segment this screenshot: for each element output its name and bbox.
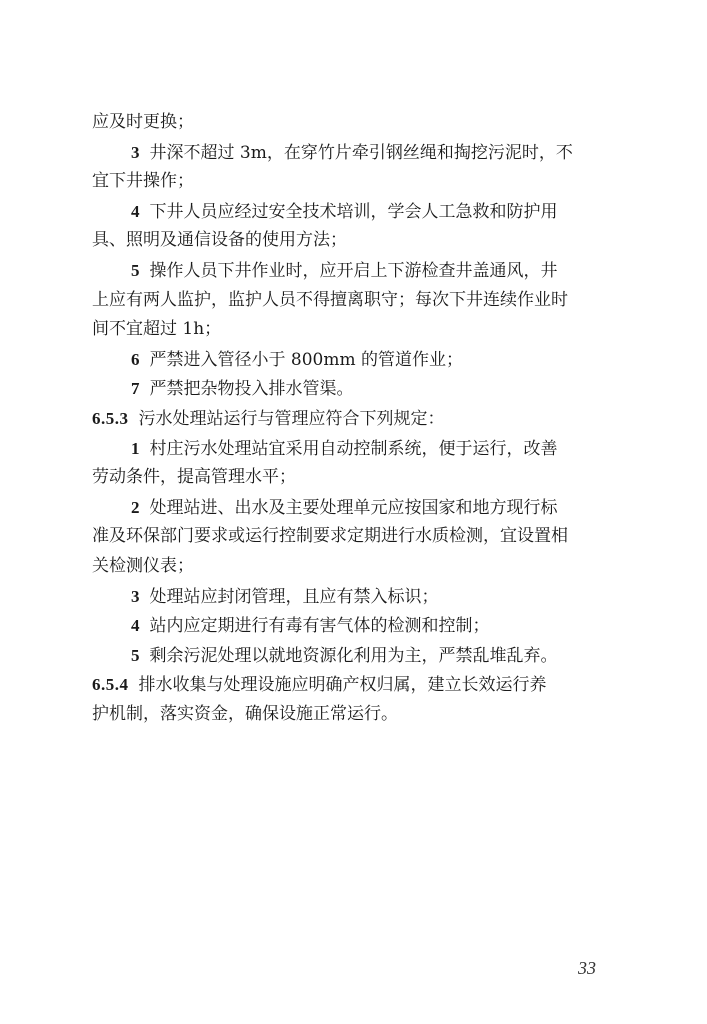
list-item <box>92 256 622 286</box>
line-text: 井深不超过 3m，在穿竹片牵引钢丝绳和掏挖污泥时，不 <box>149 142 573 163</box>
clause-number: 6.5.3 <box>92 408 129 428</box>
item-number: 4 <box>131 201 140 221</box>
list-item <box>92 374 622 404</box>
clause-heading <box>92 670 622 700</box>
line-text: 排水收集与处理设施应明确产权归属，建立长效运行养 <box>138 675 547 696</box>
line-text: 处理站进、出水及主要处理单元应按国家和地方现行标 <box>149 497 558 518</box>
line-text: 严禁把杂物投入排水管渠。 <box>149 379 354 400</box>
list-item <box>92 611 622 641</box>
item-number: 5 <box>131 645 140 665</box>
line-text: 护机制，落实资金，确保设施正常运行。 <box>92 703 398 724</box>
text-line <box>92 463 622 493</box>
line-text: 劳动条件，提高管理水平； <box>92 467 296 488</box>
page-body <box>92 108 622 729</box>
text-line <box>92 108 622 138</box>
list-item <box>92 582 622 612</box>
line-text: 应及时更换； <box>92 112 194 132</box>
line-text: 严禁进入管径小于 800mm 的管道作业； <box>149 349 463 370</box>
item-number: 1 <box>131 438 140 458</box>
clause-number: 6.5.4 <box>92 675 129 695</box>
line-text: 污水处理站运行与管理应符合下列规定： <box>138 408 445 429</box>
item-number: 3 <box>131 142 140 162</box>
line-text: 上应有两人监护，监护人员不得擅离职守；每次下井连续作业时 <box>92 289 568 310</box>
text-line <box>92 315 622 345</box>
text-line <box>92 286 622 316</box>
line-text: 站内应定期进行有毒有害气体的检测和控制； <box>149 616 490 637</box>
line-text: 下井人员应经过安全技术培训，学会人工急救和防护用 <box>149 201 558 222</box>
line-text: 操作人员下井作业时，应开启上下游检查井盖通风，井 <box>149 260 558 281</box>
item-number: 7 <box>131 379 140 399</box>
line-text: 准及环保部门要求或运行控制要求定期进行水质检测，宜设置相 <box>92 526 568 547</box>
item-number: 3 <box>131 586 140 606</box>
text-line <box>92 700 622 730</box>
list-item <box>92 345 622 375</box>
clause-heading <box>92 404 622 434</box>
list-item <box>92 138 622 168</box>
line-text: 村庄污水处理站宜采用自动控制系统，便于运行，改善 <box>149 438 558 459</box>
line-text: 间不宜超过 1h； <box>92 319 222 340</box>
text-line <box>92 552 622 582</box>
line-text: 宜下井操作； <box>92 171 194 192</box>
line-text: 具、照明及通信设备的使用方法； <box>92 230 347 251</box>
line-text: 关检测仪表； <box>92 555 194 576</box>
text-line <box>92 167 622 197</box>
item-number: 4 <box>131 616 140 636</box>
list-item <box>92 197 622 227</box>
item-number: 5 <box>131 260 140 280</box>
item-number: 2 <box>131 497 140 517</box>
list-item <box>92 493 622 523</box>
text-line <box>92 226 622 256</box>
item-number: 6 <box>131 349 140 369</box>
list-item <box>92 641 622 671</box>
line-text: 处理站应封闭管理，且应有禁入标识； <box>149 586 439 607</box>
line-text: 剩余污泥处理以就地资源化利用为主，严禁乱堆乱弃。 <box>149 645 558 666</box>
list-item <box>92 434 622 464</box>
page-number: 33 <box>578 958 596 978</box>
text-line <box>92 522 622 552</box>
